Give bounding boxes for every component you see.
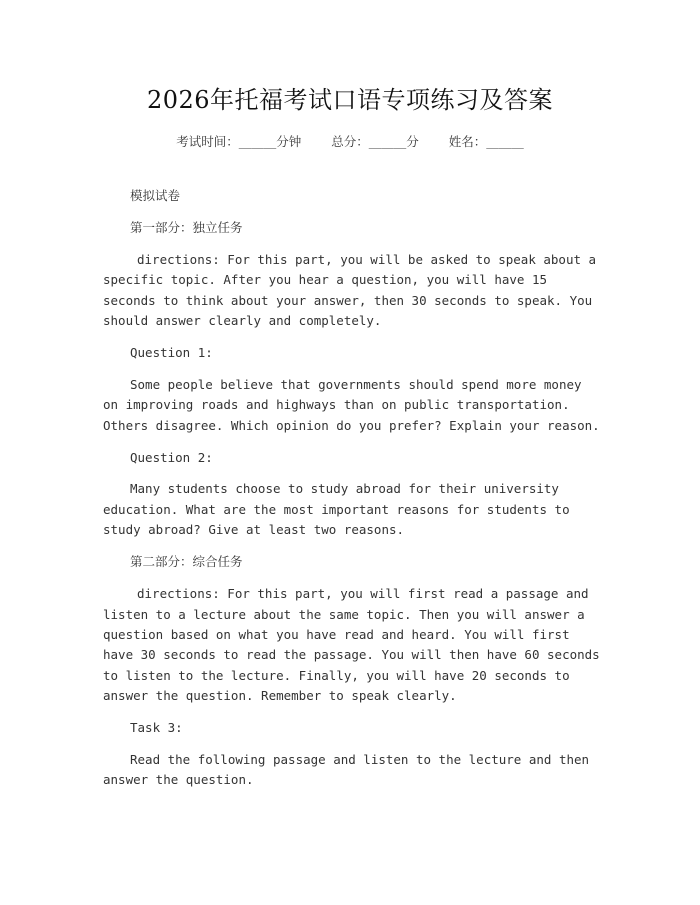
question-1-text: Some people believe that governments should spend more money on improving roads and highways than on public transportation. Others disagree. Which opinion do you prefer? Explain your reason. (103, 376, 600, 433)
name-field: 姓名：______ (448, 134, 524, 149)
exam-time-field: 考试时间：______分钟 (176, 134, 302, 149)
part2-directions: directions: For this part, you will first read a passage and listen to a lecture about the same topic. Then you will answer a question based on what you have read and heard. You will first have 30 seconds to read the passage. You will then have 60 seconds to listen to the lecture. Finally, you will have 20 seconds to answer the question. Remember to speak clearly. (103, 586, 600, 704)
part2-heading: 第二部分：综合任务 (130, 554, 243, 570)
part1-directions: directions: For this part, you will be asked to speak about a specific topic. After you hear a question, you will have 15 seconds to think about your answer, then 30 seconds to speak. You should answer clearly and completely. (103, 251, 597, 329)
question-2-label: Question 2: (130, 449, 213, 465)
exam-info-line (0, 132, 700, 150)
total-score-field: 总分：______分 (331, 134, 419, 149)
document-body (103, 186, 603, 802)
document-title: 2026年托福考试口语专项练习及答案 (146, 86, 554, 114)
part1-heading: 第一部分：独立任务 (130, 219, 243, 235)
question-2-text: Many students choose to study abroad for their university education. What are the most important reasons for students to study abroad? Give at least two reasons. (103, 481, 570, 538)
question-1-label: Question 1: (130, 344, 213, 360)
paper-label: 模拟试卷 (130, 188, 181, 203)
task-3-label: Task 3: (130, 720, 183, 736)
task-3-text: Read the following passage and listen to the lecture and then answer the question. (103, 751, 590, 788)
